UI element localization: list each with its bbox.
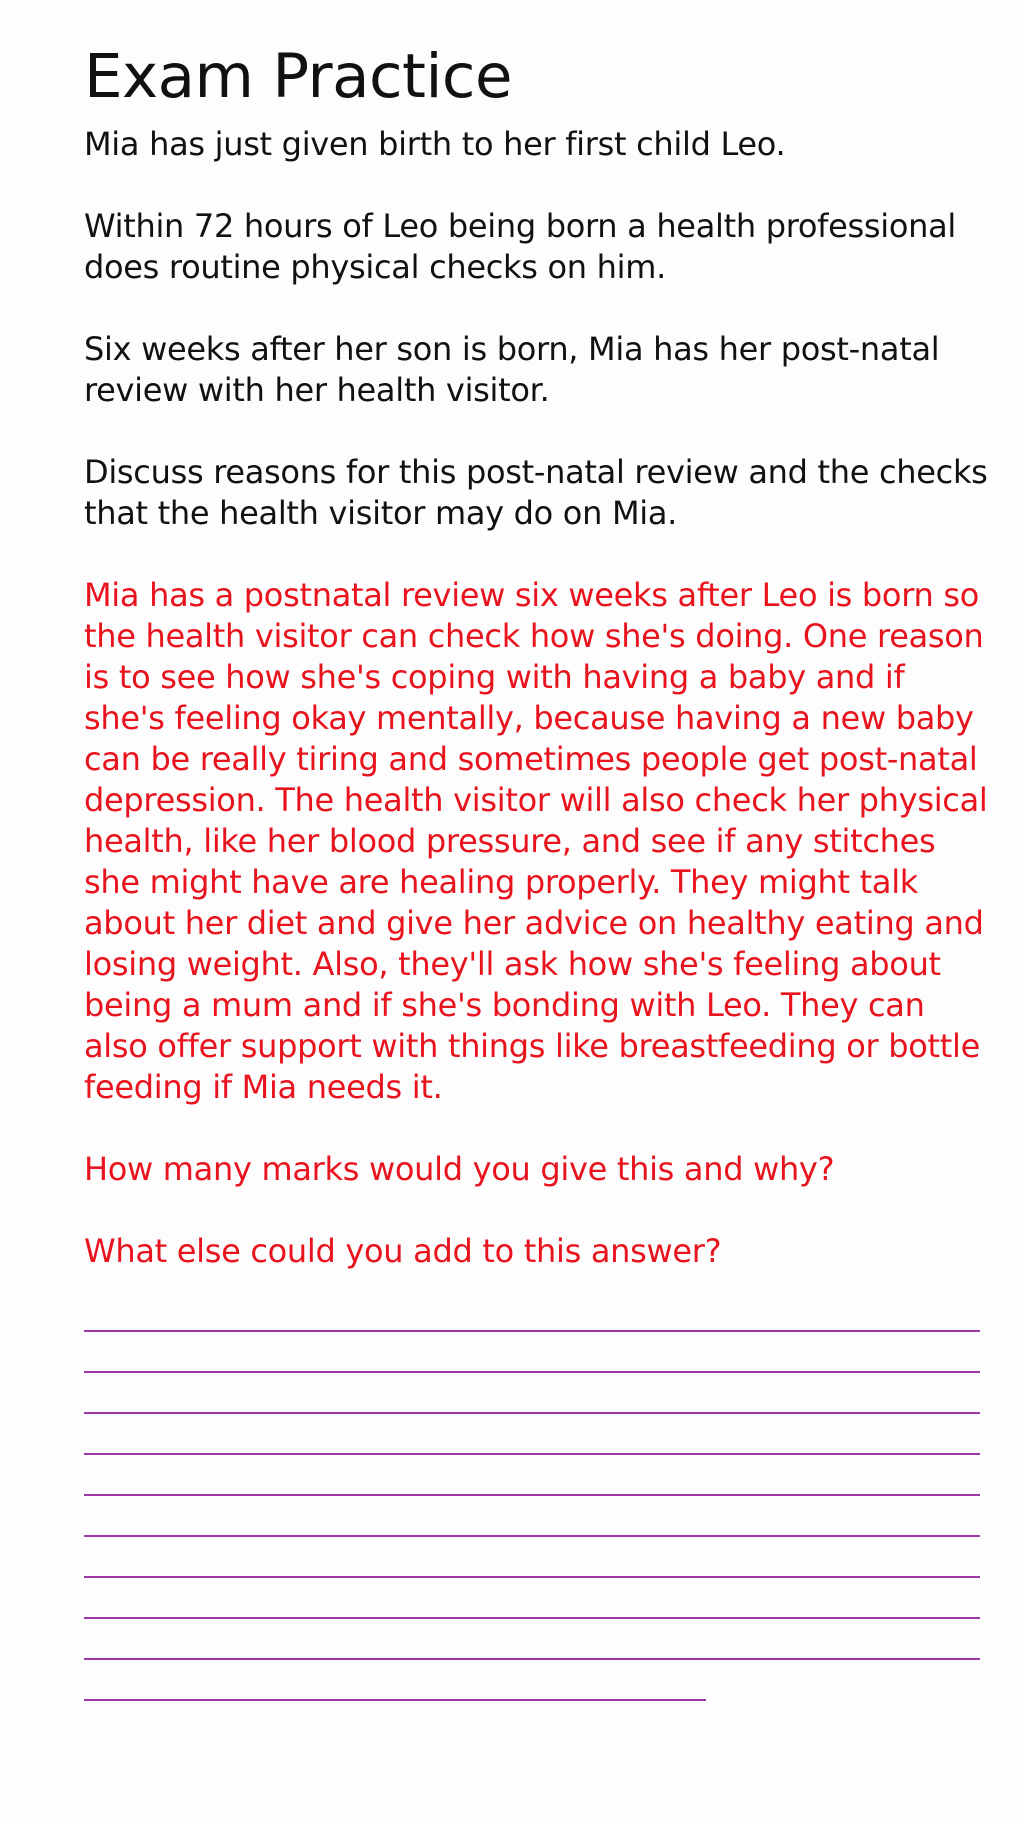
writing-line[interactable] bbox=[84, 1658, 980, 1660]
sample-answer: Mia has a postnatal review six weeks after Leo is born so the health visitor can check how she's doing. One reason is to see how she's coping with having a baby and if she's feeling okay mentally, because having a new baby can be really tiring and sometimes people get post-natal depression. The health visitor will also check her physical health, like her blood pressure, and see if any stitches she might have are healing properly. They might talk about her diet and give her advice on healthy eating and losing weight. Also, they'll ask how she's feeling about being a mum and if she's bonding with Leo. They can also offer support with things like breastfeeding or bottle feeding if Mia needs it. bbox=[84, 576, 988, 1106]
page-title: Exam Practice bbox=[84, 41, 512, 112]
writing-line[interactable] bbox=[84, 1494, 980, 1496]
improvement-question: What else could you add to this answer? bbox=[84, 1232, 722, 1270]
writing-line[interactable] bbox=[84, 1412, 980, 1414]
writing-line[interactable] bbox=[84, 1699, 706, 1701]
writing-line[interactable] bbox=[84, 1371, 980, 1373]
writing-line[interactable] bbox=[84, 1535, 980, 1537]
writing-line[interactable] bbox=[84, 1617, 980, 1619]
writing-lines[interactable] bbox=[84, 1330, 994, 1701]
scenario-postnatal-review: Six weeks after her son is born, Mia has her post-natal review with her health visitor. bbox=[84, 330, 940, 409]
worksheet-content bbox=[84, 124, 994, 1272]
scenario-newborn-checks: Within 72 hours of Leo being born a health professional does routine physical checks on him. bbox=[84, 207, 956, 286]
marks-question: How many marks would you give this and why? bbox=[84, 1150, 835, 1188]
scenario-intro: Mia has just given birth to her first child Leo. bbox=[84, 125, 786, 163]
writing-line[interactable] bbox=[84, 1576, 980, 1578]
exam-question: Discuss reasons for this post-natal review and the checks that the health visitor may do on Mia. bbox=[84, 453, 988, 532]
writing-line[interactable] bbox=[84, 1453, 980, 1455]
writing-line[interactable] bbox=[84, 1330, 980, 1332]
